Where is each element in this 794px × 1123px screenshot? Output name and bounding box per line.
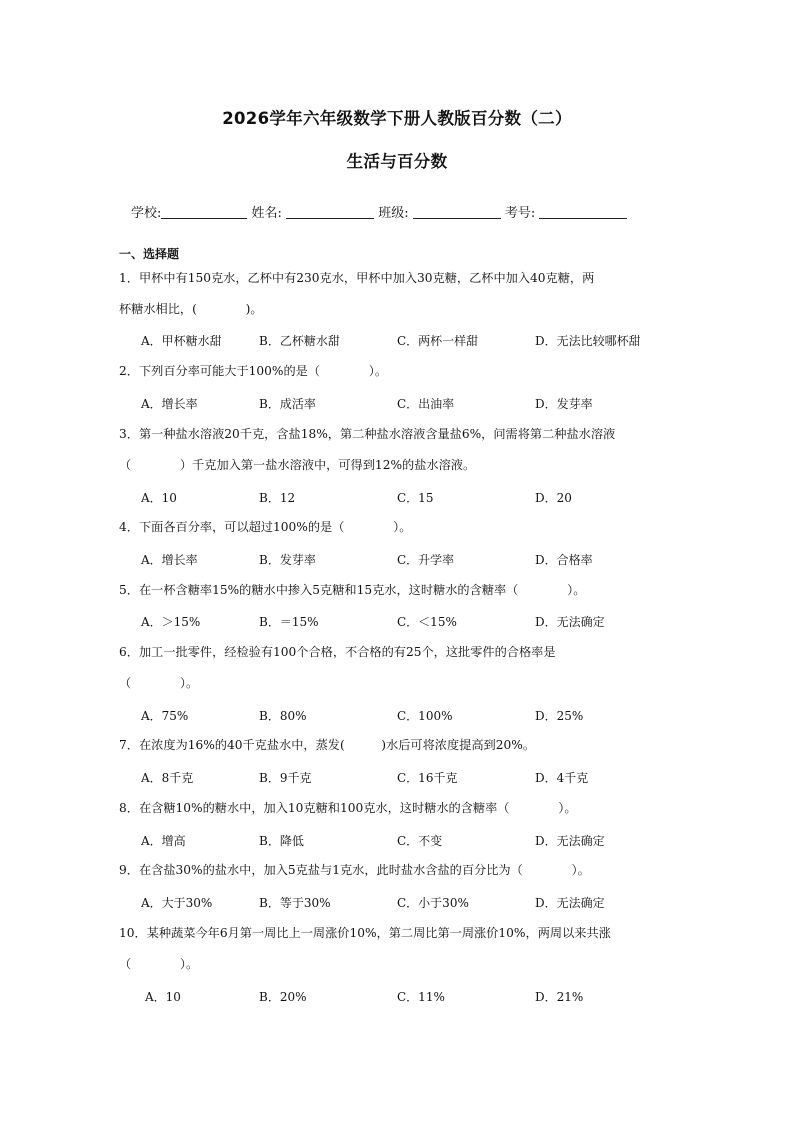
options-1 (141, 332, 681, 352)
school-label: 学校: (131, 206, 162, 221)
number-blank (539, 206, 627, 219)
options-8 (141, 832, 681, 852)
question-line: 10．某种蔬菜今年6月第一周比上一周涨价10%，第二周比第一周涨价10%，两周以来共涨 (119, 926, 611, 940)
option-d[interactable]: D．合格率 (535, 553, 593, 567)
question-3 (119, 419, 679, 481)
option-d[interactable]: D．4千克 (535, 771, 589, 785)
question-line: 杯糖水相比，( )。 (119, 302, 263, 316)
option-b[interactable]: B．80% (259, 709, 307, 723)
option-a[interactable]: A．增高 (141, 834, 186, 848)
page-title: 2026学年六年级数学下册人教版百分数（二） (222, 109, 572, 128)
option-d[interactable]: D．发芽率 (535, 397, 593, 411)
option-c[interactable]: C．两杯一样甜 (397, 334, 479, 348)
options-3 (141, 489, 681, 509)
option-b[interactable]: B．20% (259, 990, 307, 1004)
option-b[interactable]: B．发芽率 (259, 553, 316, 567)
option-a[interactable]: A．10 (141, 491, 177, 505)
option-d[interactable]: D．无法确定 (535, 834, 605, 848)
question-line: 6．加工一批零件，经检验有100个合格，不合格的有25个，这批零件的合格率是 (119, 645, 556, 659)
option-d[interactable]: D．21% (535, 990, 584, 1004)
option-a[interactable]: A．甲杯糖水甜 (141, 334, 222, 348)
student-info-row (131, 202, 627, 221)
question-line: 4．下面各百分率，可以超过100%的是（ ）。 (119, 520, 412, 534)
option-a[interactable]: A．增长率 (141, 553, 198, 567)
option-c[interactable]: C．小于30% (397, 896, 469, 910)
option-c[interactable]: C．15 (397, 491, 434, 505)
options-5 (141, 613, 681, 633)
option-c[interactable]: C．＜15% (397, 615, 457, 629)
option-d[interactable]: D．无法确定 (535, 615, 605, 629)
option-a[interactable]: A．增长率 (141, 397, 198, 411)
option-a[interactable]: A．75% (141, 709, 189, 723)
question-7 (119, 730, 679, 761)
option-c[interactable]: C．升学率 (397, 553, 455, 567)
option-b[interactable]: B．9千克 (259, 771, 312, 785)
option-b[interactable]: B．＝15% (259, 615, 319, 629)
options-7 (141, 769, 681, 789)
option-d[interactable]: D．无法确定 (535, 896, 605, 910)
page-subtitle: 生活与百分数 (346, 152, 448, 171)
option-a[interactable]: A．＞15% (141, 615, 201, 629)
question-line: 9．在含盐30%的盐水中，加入5克盐与1克水，此时盐水含盐的百分比为（ ）。 (119, 863, 590, 877)
question-line: 1．甲杯中有150克水，乙杯中有230克水，甲杯中加入30克糖，乙杯中加入40克糖，两 (119, 271, 595, 285)
question-8 (119, 793, 679, 824)
option-d[interactable]: D．20 (535, 491, 572, 505)
option-c[interactable]: C．16千克 (397, 771, 458, 785)
option-b[interactable]: B．降低 (259, 834, 304, 848)
option-c[interactable]: C．100% (397, 709, 453, 723)
class-label: 班级: (378, 206, 409, 221)
section-heading: 一、选择题 (119, 247, 180, 261)
options-9 (141, 894, 681, 914)
option-c[interactable]: C．11% (397, 990, 445, 1004)
question-line: 8．在含糖10%的糖水中，加入10克糖和100克水，这时糖水的含糖率（ ）。 (119, 801, 577, 815)
option-b[interactable]: B．成活率 (259, 397, 316, 411)
option-b[interactable]: B．等于30% (259, 896, 331, 910)
option-c[interactable]: C．出油率 (397, 397, 455, 411)
question-1 (119, 263, 679, 325)
name-blank (286, 206, 374, 219)
question-line: （ ）千克加入第一盐水溶液中，可得到12%的盐水溶液。 (119, 458, 476, 472)
option-b[interactable]: B．乙杯糖水甜 (259, 334, 340, 348)
option-d[interactable]: D．无法比较哪杯甜 (535, 334, 641, 348)
question-9 (119, 855, 679, 886)
name-label: 姓名: (251, 206, 282, 221)
question-line: 2．下列百分率可能大于100%的是（ ）。 (119, 364, 388, 378)
options-6 (141, 707, 681, 727)
question-10 (119, 918, 679, 980)
options-4 (141, 551, 681, 571)
option-b[interactable]: B．12 (259, 491, 296, 505)
question-4 (119, 512, 679, 543)
question-line: （ ）。 (119, 957, 199, 971)
question-2 (119, 356, 679, 387)
class-blank (413, 206, 501, 219)
question-line: 7．在浓度为16%的40千克盐水中，蒸发( )水后可将浓度提高到20%。 (119, 738, 536, 752)
option-d[interactable]: D．25% (535, 709, 584, 723)
number-label: 考号: (504, 206, 536, 221)
question-6 (119, 637, 679, 699)
option-a[interactable]: A．8千克 (141, 771, 194, 785)
option-a[interactable]: A．大于30% (141, 896, 213, 910)
option-c[interactable]: C．不变 (397, 834, 443, 848)
question-5 (119, 575, 679, 606)
options-2 (141, 395, 681, 415)
school-blank (161, 206, 247, 219)
question-line: 5．在一杯含糖率15%的糖水中掺入5克糖和15克水，这时糖水的含糖率（ ）。 (119, 583, 586, 597)
question-line: （ ）。 (119, 676, 199, 690)
option-a[interactable]: A．10 (145, 990, 181, 1004)
options-10 (141, 988, 681, 1008)
question-line: 3．第一种盐水溶液20千克，含盐18%，第二种盐水溶液含量盐6%，问需将第二种盐水溶液 (119, 427, 616, 441)
